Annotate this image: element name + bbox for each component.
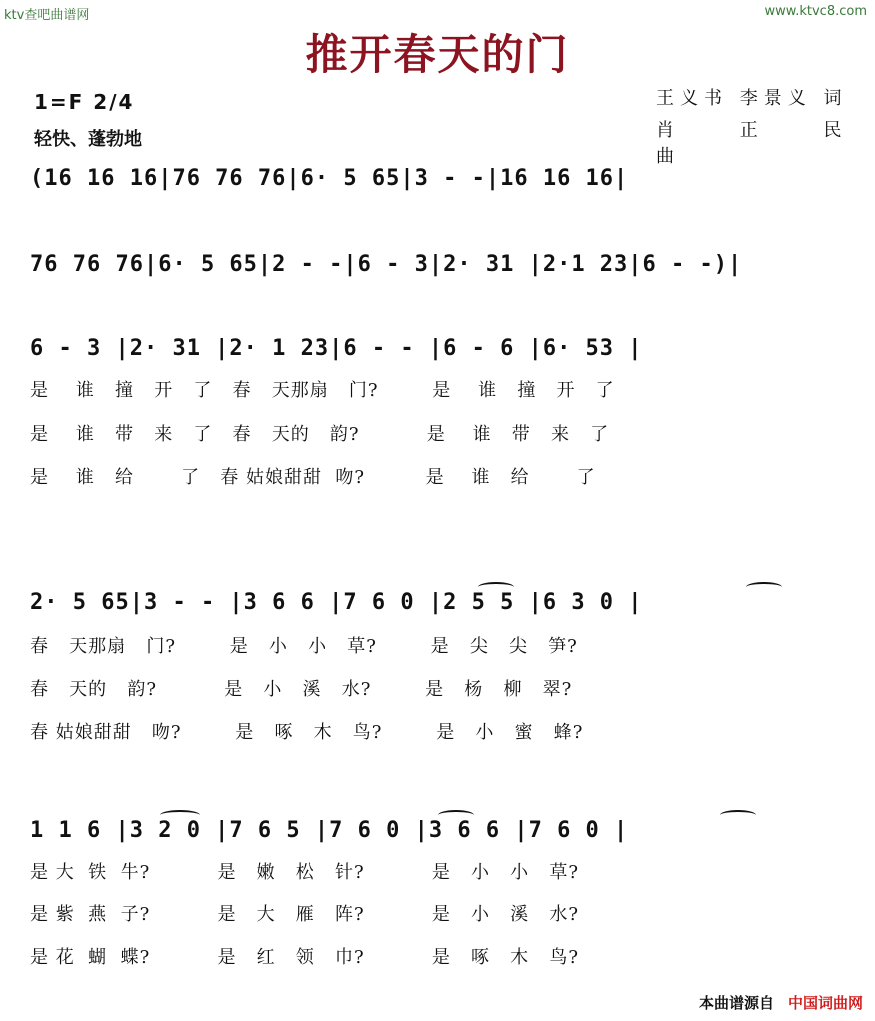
lyric-verse-1: 是 谁 撞 开 了 春 天那扇 门? 是 谁 撞 开 了 [30, 380, 615, 401]
music-line-2: 76 76 76|6· 5 65|2 - -|6 - 3|2· 31 |2·1 23|6 - -)| [30, 252, 743, 277]
music-line-1: (16 16 16|76 76 76|6· 5 65|3 - -|16 16 16| [30, 166, 629, 191]
lyric-verse-2: 是 谁 带 来 了 春 天的 韵? 是 谁 带 来 了 [30, 424, 610, 445]
footer-source [699, 992, 863, 1013]
watermark-left: ktv查吧曲谱网 [4, 8, 90, 23]
watermark-right: www.ktvc8.com [764, 4, 867, 19]
lyric-verse-3: 是 谁 给 了 春 姑娘甜甜 吻? 是 谁 给 了 [30, 467, 596, 488]
lyric-verse-2: 春 天的 韵? 是 小 溪 水? 是 杨 柳 翠? [30, 679, 573, 700]
lyric-verse-1: 是 大 铁 牛? 是 嫩 松 针? 是 小 小 草? [30, 862, 579, 883]
lyric-verse-3: 是 花 蝴 蝶? 是 红 领 巾? 是 啄 木 鸟? [30, 947, 579, 968]
tempo-marking: 轻快、蓬勃地 [34, 129, 142, 150]
music-line-5: 1 1 6 |3 2 0 |7 6 5 |7 6 0 |3 6 6 |7 6 0 | [30, 818, 629, 843]
song-title: 推开春天的门 [305, 30, 570, 79]
key-signature: 1=F 2/4 [34, 90, 135, 114]
lyric-verse-3: 春 姑娘甜甜 吻? 是 啄 木 鸟? 是 小 蜜 蜂? [30, 722, 584, 743]
footer-site-link[interactable]: 中国词曲网 [787, 994, 863, 1012]
music-line-3: 6 - 3 |2· 31 |2· 1 23|6 - - |6 - 6 |6· 53 | [30, 336, 643, 361]
lyric-verse-2: 是 紫 燕 子? 是 大 雁 阵? 是 小 溪 水? [30, 904, 579, 925]
music-line-4: 2· 5 65|3 - - |3 6 6 |7 6 0 |2 5 5 |6 3 0 | [30, 590, 643, 615]
lyricist-credit: 王义书 李景义 词 [656, 88, 848, 109]
footer-source-label: 本曲谱源自 [698, 994, 774, 1012]
lyric-verse-1: 春 天那扇 门? 是 小 小 草? 是 尖 尖 笋? [30, 636, 578, 657]
composer-credit: 肖 正 民曲 [656, 120, 872, 167]
